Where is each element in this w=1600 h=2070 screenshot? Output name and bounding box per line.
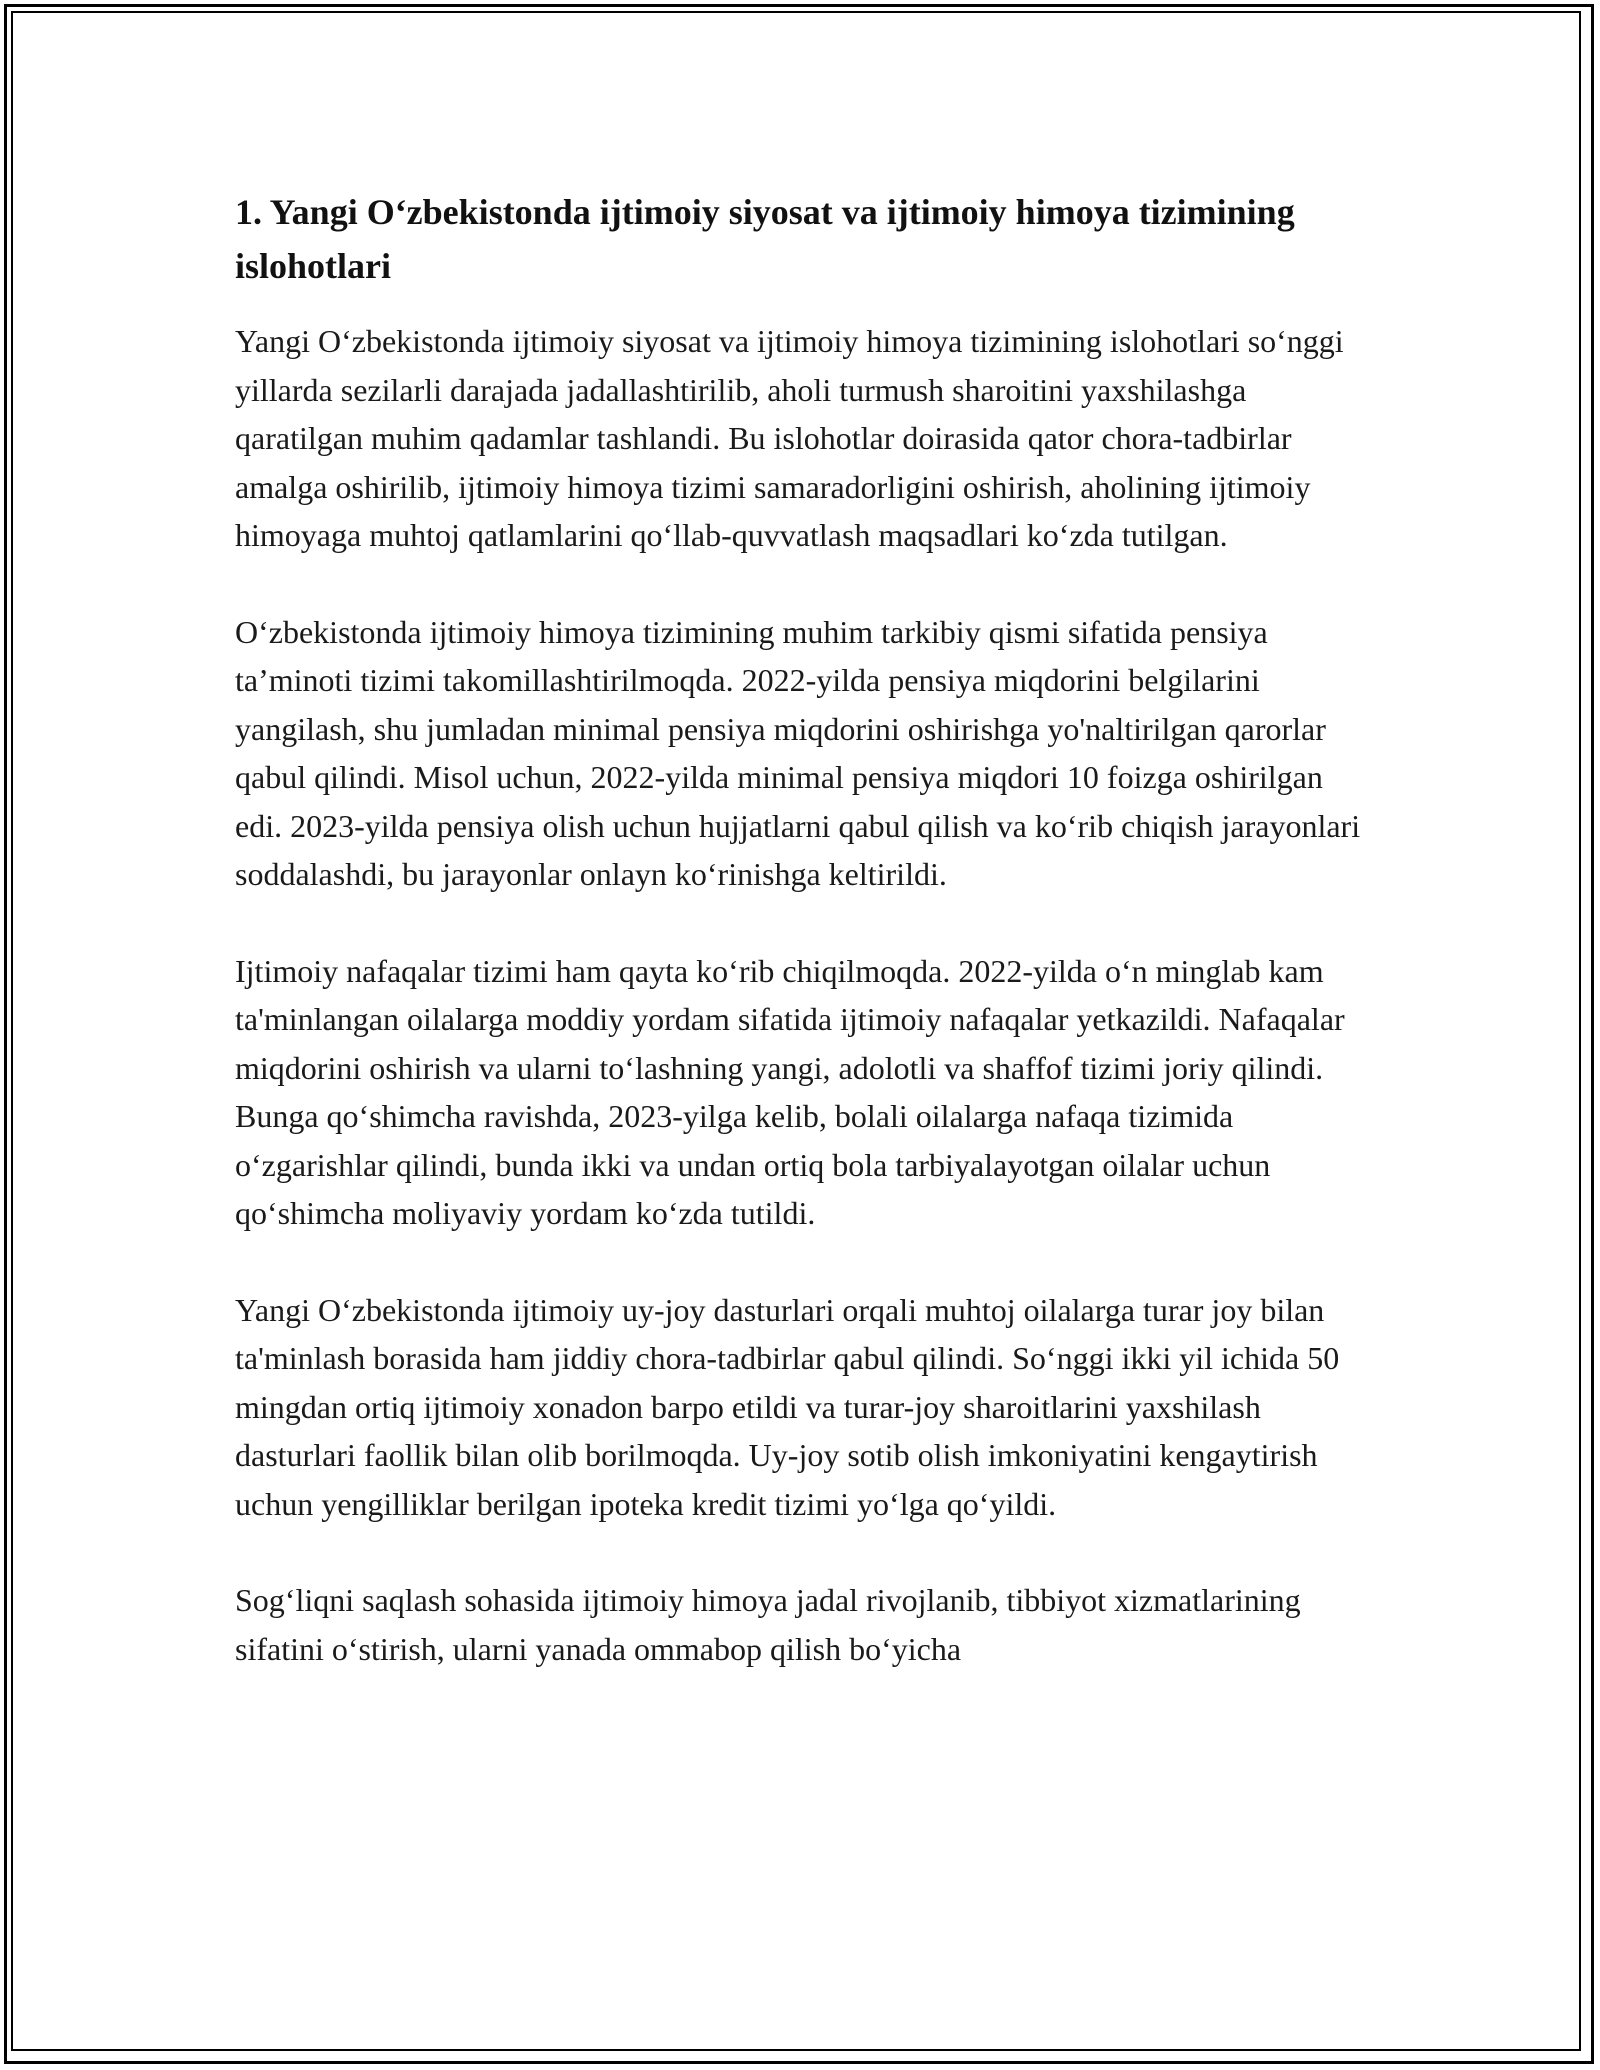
paragraph-healthcare: Sog‘liqni saqlash sohasida ijtimoiy himoya jadal rivojlanib, tibbiyot xizmatlarining sifatini o‘stirish, ularni yanada ommabop qilish bo‘yicha xyxy=(235,1582,1301,1667)
paragraph-intro: Yangi O‘zbekistonda ijtimoiy siyosat va ijtimoiy himoya tizimining islohotlari so‘nggi yillarda sezilarli darajada jadallashtirilib, aholi turmush sharoitini yaxshilashga qaratilgan muhim qadamlar tashlandi. Bu islohotlar doirasida qator chora-tadbirlar amalga oshirilib, ijtimoiy himoya tizimi samaradorligini oshirish, aholining ijtimoiy himoyaga muhtoj qatlamlarini qo‘llab-quvvatlash maqsadlari ko‘zda tutilgan. xyxy=(235,323,1344,553)
document-body xyxy=(235,185,1375,1721)
paragraph-benefits: Ijtimoiy nafaqalar tizimi ham qayta ko‘rib chiqilmoqda. 2022-yilda o‘n minglab kam ta'minlangan oilalarga moddiy yordam sifatida ijtimoiy nafaqalar yetkazildi. Nafaqalar miqdorini oshirish va ularni to‘lashning yangi, adolotli va shaffof tizimi joriy qilindi. Bunga qo‘shimcha ravishda, 2023-yilga kelib, bolali oilalarga nafaqa tizimida o‘zgarishlar qilindi, bunda ikki va undan ortiq bola tarbiyalayotgan oilalar uchun qo‘shimcha moliyaviy yordam ko‘zda tutildi. xyxy=(235,952,1345,1231)
paragraph-pension: O‘zbekistonda ijtimoiy himoya tizimining muhim tarkibiy qismi sifatida pensiya ta’minoti tizimi takomillashtirilmoqda. 2022-yilda pensiya miqdorini belgilarini yangilash, shu jumladan minimal pensiya miqdorini oshirishga yo'naltirilgan qarorlar qabul qilindi. Misol uchun, 2022-yilda minimal pensiya miqdori 10 foizga oshirilgan edi. 2023-yilda pensiya olish uchun hujjatlarni qabul qilish va ko‘rib chiqish jarayonlari soddalashdi, bu jarayonlar onlayn ko‘rinishga keltirildi. xyxy=(235,613,1361,892)
section-heading: 1. Yangi O‘zbekistonda ijtimoiy siyosat va ijtimoiy himoya tizimining islohotlari xyxy=(235,192,1295,286)
paragraph-housing: Yangi O‘zbekistonda ijtimoiy uy-joy dasturlari orqali muhtoj oilalarga turar joy bilan ta'minlash borasida ham jiddiy chora-tadbirlar qabul qilindi. So‘nggi ikki yil ichida 50 mingdan ortiq ijtimoiy xonadon barpo etildi va turar-joy sharoitlarini yaxshilash dasturlari faollik bilan olib borilmoqda. Uy-joy sotib olish imkoniyatini kengaytirish uchun yengilliklar berilgan ipoteka kredit tizimi yo‘lga qo‘yildi. xyxy=(235,1291,1340,1522)
